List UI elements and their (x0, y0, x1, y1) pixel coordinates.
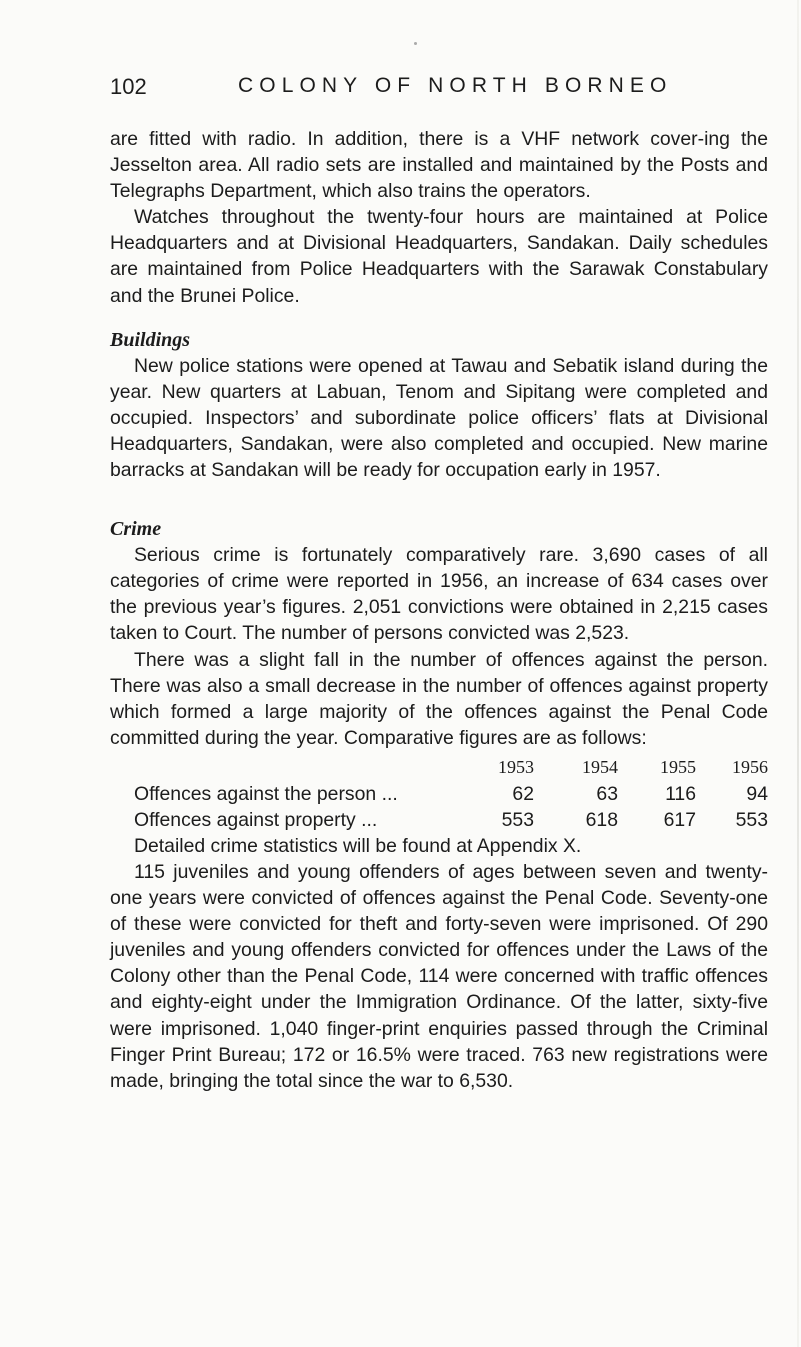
table-header-year: 1953 (498, 756, 534, 777)
table-cell: 618 (585, 808, 618, 831)
table-row (110, 781, 768, 807)
table-header-year: 1955 (660, 756, 696, 777)
table-row (110, 807, 768, 833)
table-cell: 553 (501, 808, 534, 831)
body-text (110, 126, 768, 1094)
crime-paragraph-4: 115 juveniles and young offenders of ages between seven and twenty-one years were convicted of offences against the Penal Code. Seventy-one of these were convicted for theft and forty-seven were imprisoned. Of 290 juveniles and young offenders convicted for offences under the Laws of the Colony other than the Penal Code, 114 were concerned with traffic offences and eighty-eight under the Immigration Ordinance. Of the latter, sixty-five were imprisoned. 1,040 finger-print enquiries passed through the Criminal Finger Print Bureau; 172 or 16.5% were traced. 763 new registrations were made, bringing the total since the war to 6,530. (110, 860, 768, 1092)
table-header-row (110, 753, 768, 781)
page-number: 102 (110, 74, 147, 99)
table-cell: 116 (665, 782, 696, 805)
table-cell: 553 (735, 808, 768, 831)
table-cell: 94 (746, 782, 768, 805)
buildings-paragraph: New police stations were opened at Tawau and Sebatik island during the year. New quarters at Labuan, Tenom and Sipitang were completed and occupied. Inspectors’ and subordinate police officers’ flats at Divisional Headquarters, Sandakan, were also completed and occupied. New marine barracks at Sandakan will be ready for occupation early in 1957. (110, 354, 768, 482)
print-speck (414, 42, 417, 45)
crime-paragraph-3: Detailed crime statistics will be found at Appendix X. (134, 834, 582, 857)
crime-heading: Crime (110, 518, 162, 541)
table-header-label (110, 753, 454, 781)
table-cell: 617 (663, 808, 696, 831)
crime-paragraph-2: There was a slight fall in the number of offences against the person. There was also a small decrease in the number of offences against property which formed a large majority of the offences against the Penal Code committed during the year. Comparative figures are as follows: (110, 648, 768, 749)
intro-paragraph-1: are fitted with radio. In addition, there is a VHF network cover-ing the Jesselton area. All radio sets are installed and maintained by the Posts and Telegraphs Department, which also trains the operators. (110, 128, 768, 203)
table-cell: 63 (596, 782, 618, 805)
page-edge-shadow (797, 0, 799, 1347)
table-row-label: Offences against property ... (134, 808, 378, 831)
table-header-year: 1954 (582, 756, 618, 777)
table-cell: 62 (512, 782, 534, 805)
crime-paragraph-1: Serious crime is fortunately comparatively rare. 3,690 cases of all categories of crime were reported in 1956, an increase of 634 cases over the previous year’s figures. 2,051 convictions were obtained in 2,215 cases taken to Court. The number of persons convicted was 2,523. (110, 544, 768, 645)
table-row-label: Offences against the person ... (134, 782, 398, 805)
intro-paragraph-2: Watches throughout the twenty-four hours are maintained at Police Headquarters and at Divisional Headquarters, Sandakan. Daily schedules are maintained from Police Headquarters with the Sarawak Constabulary and the Brunei Police. (110, 206, 768, 307)
page-header (110, 74, 750, 104)
running-head: COLONY OF NORTH BORNEO (238, 74, 673, 97)
table-header-year: 1956 (732, 756, 768, 777)
comparative-figures-table (110, 753, 768, 833)
buildings-heading: Buildings (110, 328, 191, 351)
